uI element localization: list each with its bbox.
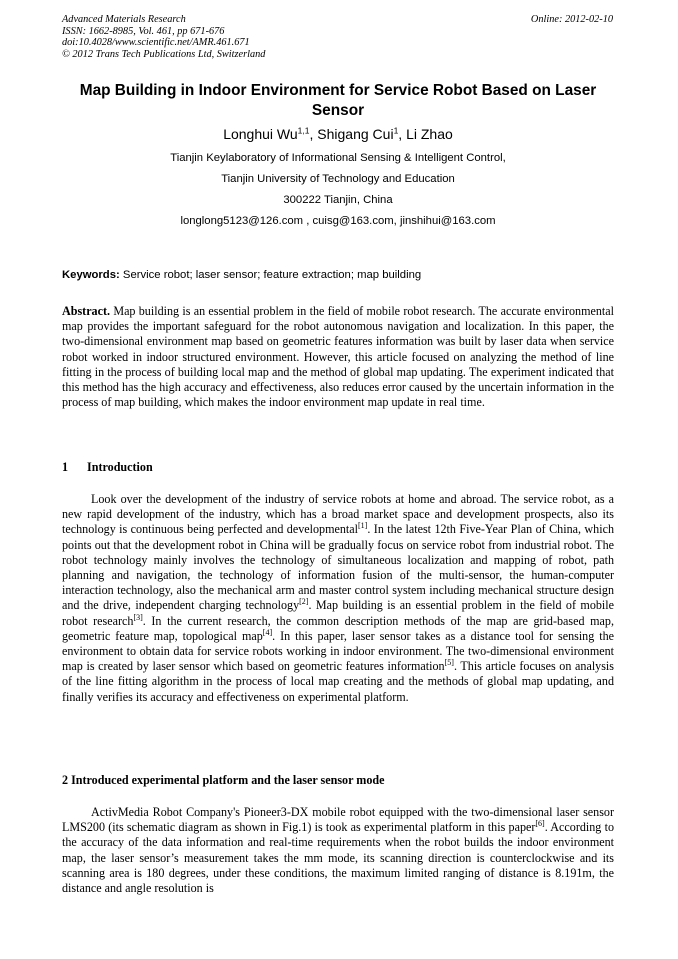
author-name: Longhui Wu	[223, 126, 298, 142]
body-paragraph	[62, 492, 614, 705]
section-heading	[62, 460, 153, 475]
journal-name: Advanced Materials Research	[62, 14, 186, 25]
issn-line: ISSN: 1662-8985, Vol. 461, pp 671-676	[62, 25, 225, 37]
paragraph-text: . In the current research, the common description methods of the map are grid-based map, geometric feature map, topological map	[62, 613, 614, 643]
online-date: Online: 2012-02-10	[530, 14, 613, 25]
abstract	[62, 304, 614, 410]
section-title: Introduction	[87, 460, 153, 474]
copyright-line: © 2012 Trans Tech Publications Ltd, Switzerland	[62, 48, 266, 60]
section-heading: 2 Introduced experimental platform and the laser sensor mode	[62, 773, 385, 787]
citation: [6]	[535, 819, 545, 829]
paper-title: Map Building in Indoor Environment for Service Robot Based on Laser Sensor	[79, 82, 597, 119]
author-name: Li Zhao	[406, 126, 453, 142]
author-list	[62, 125, 614, 143]
affiliation-line: 300222 Tianjin, China	[283, 194, 393, 206]
author-affiliation-mark: 1,1	[297, 125, 310, 136]
keywords-label: Keywords:	[62, 269, 120, 281]
body-paragraph	[62, 805, 614, 896]
paragraph-text: . This article focuses on analysis of the line fitting algorithm in the process of local map creating and the methods of global map updating, and finally verifies its accuracy and effectiveness on experimental platform.	[62, 659, 614, 704]
paragraph-text: . According to the accuracy of the data information and real-time requirements when the robot builds the indoor environment map, the laser sensor’s measurement takes the mm mode, its scanning direction is counterclockwise and its scanning area is 180 degrees, under these conditions, the maximum limited ranging of distance is 8.191m, the distance and angle resolution is	[62, 820, 614, 896]
citation: [1]	[358, 521, 368, 531]
author-name: Shigang Cui	[317, 126, 394, 142]
citation: [5]	[444, 658, 454, 668]
abstract-label: Abstract.	[62, 304, 111, 318]
author-separator: ,	[309, 126, 318, 142]
abstract-text: Map building is an essential problem in the field of mobile robot research. The accurate environmental map provides the important safeguard for the robot autonomous navigation and localization. In this paper, the two-dimensional environment map based on geometric features information was built by laser data when service robot worked in indoor structured environment. However, this article focused on analyzing the method of line fitting in the process of building local map and the method of global map updating. The experiment indicated that this method has the high accuracy and effectiveness, also reduces error caused by the uncertain information in the process of map building, which makes the indoor environment map update in real time.	[62, 304, 614, 410]
paragraph-text: . Map building is an essential problem in the field of mobile robot research	[62, 598, 614, 628]
affiliation-line: Tianjin Keylaboratory of Informational Sensing & Intelligent Control,	[170, 152, 506, 164]
doi-line: doi:10.4028/www.scientific.net/AMR.461.671	[62, 37, 250, 48]
journal-header	[62, 14, 265, 60]
section-number: 1	[62, 460, 69, 474]
paragraph-text: Look over the development of the industry of service robots at home and abroad. The service robot, as a new rapid development of the industry, which has a broad market space and development prospects, also its technology is continuous being perfected and developmental	[62, 492, 614, 537]
paragraph-text: . In the latest 12th Five-Year Plan of China, which points out that the development robot in China will be gradually focus on service robot from industrial robot. The robot technology mainly involves the technology of simultaneous localization and mapping of robot, path planning and navigation, the technology of information fusion of the multi-sensor, the human-computer interaction technology, also the mechanical arm and master control system including mechanical structure design and the drive, independent charging technology	[62, 522, 614, 613]
citation: [4]	[262, 627, 273, 637]
paragraph-text: ActivMedia Robot Company's Pioneer3-DX mobile robot equipped with the two-dimensional laser sensor LMS200 (its schematic diagram as shown in Fig.1) is took as experimental platform in this paper	[62, 805, 614, 835]
author-separator: ,	[398, 126, 407, 142]
author-emails: longlong5123@126.com , cuisg@163.com, jinshihui@163.com	[180, 215, 496, 227]
paragraph-text: . In this paper, laser sensor takes as a distance tool for sensing the environment to obtain data for service robots working in indoor environment. The two-dimensional environment map is created by laser sensor which based on geometric features information	[62, 628, 614, 674]
citation: [3]	[133, 612, 143, 622]
affiliation-line: Tianjin University of Technology and Education	[221, 173, 455, 185]
keywords	[62, 268, 614, 282]
citation: [2]	[299, 597, 309, 607]
keywords-text: Service robot; laser sensor; feature extraction; map building	[119, 269, 422, 281]
author-affiliation-mark: 1	[393, 125, 399, 136]
